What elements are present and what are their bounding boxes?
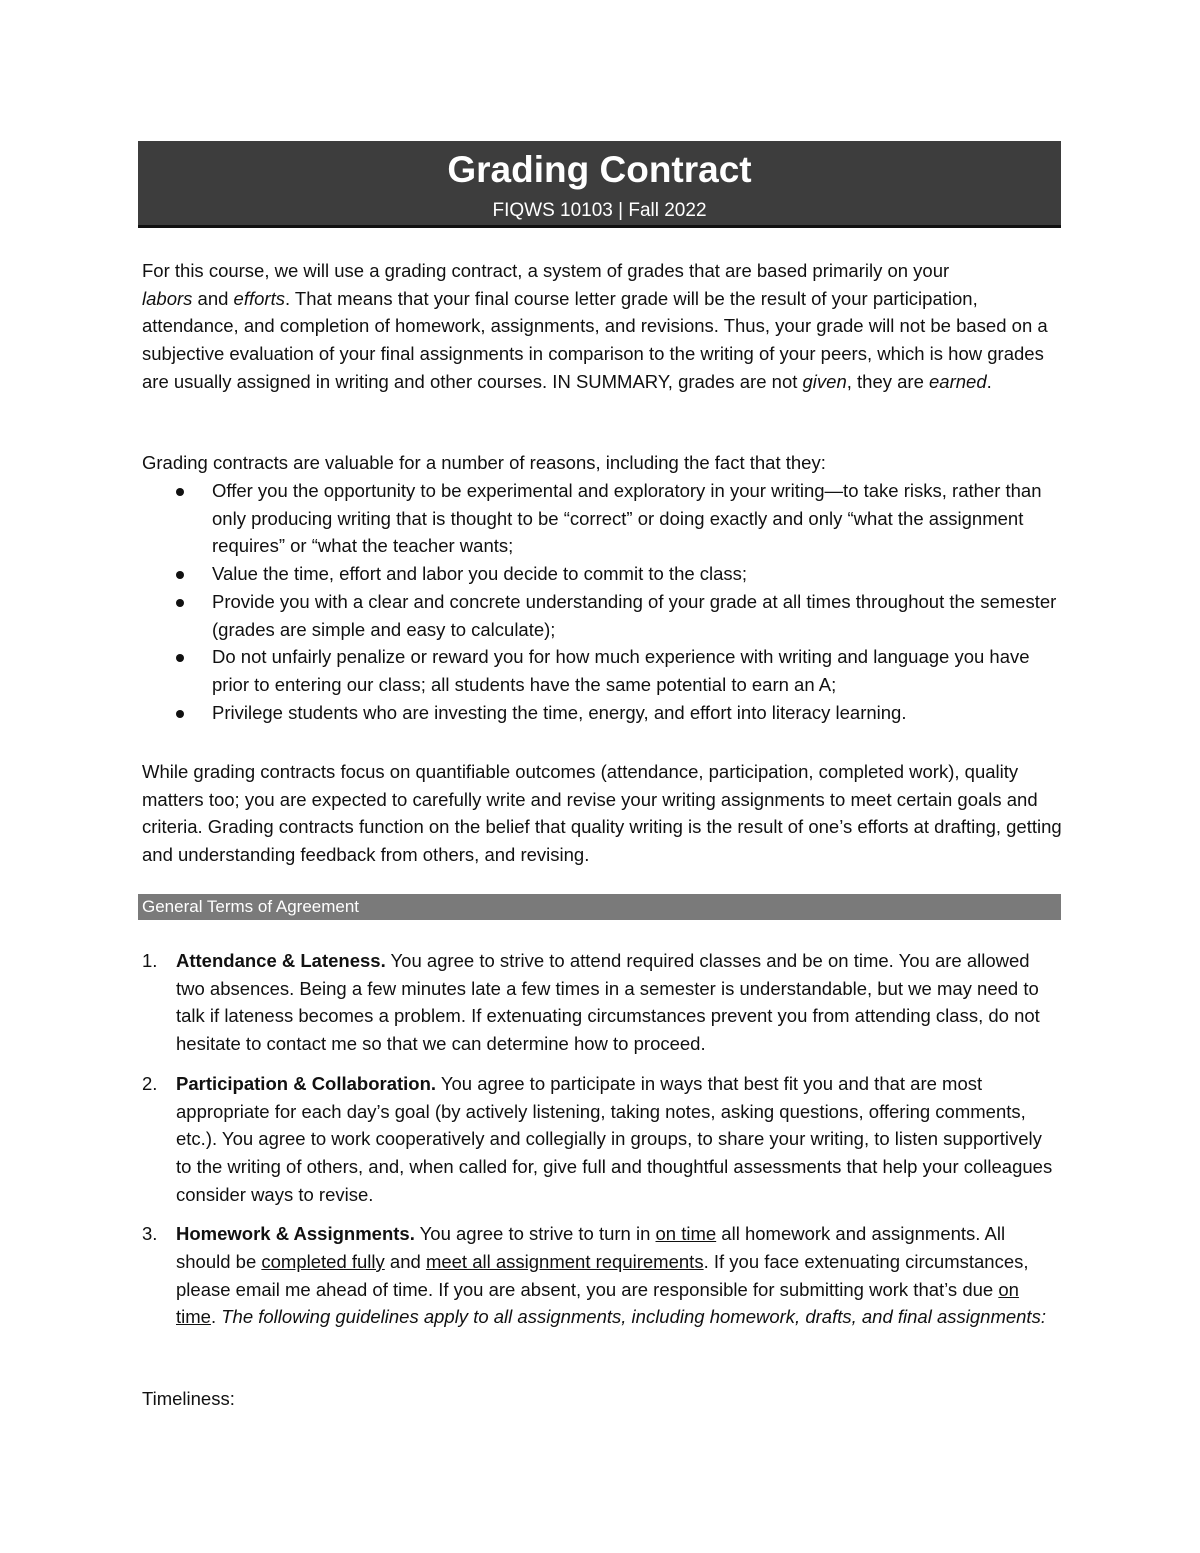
- reasons-list: [142, 477, 1062, 726]
- intro-text-2: . That means that your final course letter grade will be the result of your participation, attendance, and completion of homework, assignments, and revisions. Thus, your grade will not be based on a subjective evaluation of your final assignments in comparison to the writing of your peers, which is how grades are usually assigned in writing and other courses. IN SUMMARY, grades are not: [142, 287, 1048, 392]
- underlined-text: meet all assignment requirements: [425, 1251, 704, 1273]
- section-heading: General Terms of Agreement: [138, 894, 1061, 920]
- reasons-intro: Grading contracts are valuable for a number of reasons, including the fact that they:: [142, 452, 826, 473]
- term-title: Attendance & Lateness.: [176, 950, 386, 971]
- term-item: [142, 947, 1062, 1058]
- bullet-icon: [176, 710, 184, 718]
- list-item-text: Value the time, effort and labor you decide to commit to the class;: [212, 563, 748, 585]
- page-title: Grading Contract: [447, 149, 752, 190]
- list-item: [142, 699, 1062, 727]
- underlined-text: on time: [655, 1223, 717, 1245]
- list-item: [142, 560, 1062, 588]
- term-text: .: [210, 1306, 222, 1328]
- header-banner: [138, 141, 1061, 228]
- intro-text-1: For this course, we will use a grading contract, a system of grades that are based primarily on your: [142, 260, 950, 281]
- term-text: and: [384, 1251, 426, 1273]
- timeliness-label: Timeliness:: [142, 1388, 235, 1409]
- intro-text-4: .: [986, 370, 992, 392]
- intro-given: given: [802, 370, 847, 392]
- term-text: You agree to strive to attend required classes and be on time. You are allowed two absences. Being a few minutes late a few times in a semester is understandable, but we may need to talk if lateness becomes a problem. If extenuating circumstances prevent you from attending class, do not hesitate to contact me so that we can determine how to proceed.: [176, 950, 1040, 1055]
- term-text: . If you face extenuating circumstances, please email me ahead of time. If you are absent, you are responsible for submitting work that’s due: [176, 1251, 1029, 1300]
- term-item: [142, 1220, 1062, 1331]
- intro-paragraph: [142, 257, 1062, 396]
- term-number: 1.: [142, 950, 158, 971]
- term-text: all homework and assignments. All should be: [176, 1223, 1006, 1273]
- list-item-text: Offer you the opportunity to be experimental and exploratory in your writing—to take risks, rather than only producing writing that is thought to be “correct” or doing exactly and only “what the assignment requires” or “what the teacher wants;: [212, 480, 1042, 557]
- term-item: [142, 1070, 1062, 1209]
- term-text: You agree to strive to turn in: [414, 1223, 656, 1245]
- quality-paragraph: While grading contracts focus on quantifiable outcomes (attendance, participation, completed work), quality matters too; you are expected to carefully write and revise your writing assignments to meet certain goals and criteria. Grading contracts function on the belief that quality writing is the result of one’s efforts at drafting, getting and understanding feedback from others, and revising.: [142, 761, 1062, 866]
- intro-labors: labors: [142, 287, 193, 309]
- term-number: 2.: [142, 1072, 158, 1094]
- course-subtitle: FIQWS 10103 | Fall 2022: [492, 200, 707, 221]
- term-title: Homework & Assignments.: [176, 1223, 415, 1245]
- intro-earned: earned: [929, 370, 987, 392]
- list-item-text: Provide you with a clear and concrete understanding of your grade at all times throughout the semester (grades are simple and easy to calculate);: [212, 590, 1057, 640]
- list-item: [142, 588, 1062, 643]
- underlined-text: on time: [176, 1278, 1019, 1328]
- term-text: You agree to participate in ways that best fit you and that are most appropriate for each day’s goal (by actively listening, taking notes, asking questions, offering comments, etc.). You agree to work cooperatively and collegially in groups, to share your writing, to listen supportively to the writing of others, and, when called for, give full and thoughtful assessments that help your colleagues consider ways to revise.: [176, 1072, 1053, 1205]
- list-item-text: Do not unfairly penalize or reward you for how much experience with writing and language you have prior to entering our class; all students have the same potential to earn an A;: [212, 646, 1030, 695]
- term-title: Participation & Collaboration.: [176, 1072, 437, 1094]
- bullet-icon: [176, 571, 184, 579]
- bullet-icon: [176, 488, 184, 496]
- terms-list: [142, 947, 1062, 1343]
- list-item: [142, 477, 1062, 560]
- term-number: 3.: [142, 1223, 158, 1245]
- bullet-icon: [176, 599, 184, 607]
- italic-note: The following guidelines apply to all assignments, including homework, drafts, and final assignments:: [221, 1306, 1046, 1328]
- bullet-icon: [176, 654, 184, 662]
- intro-text-3: , they are: [846, 370, 930, 392]
- list-item: [142, 643, 1062, 698]
- intro-and: and: [192, 287, 234, 309]
- list-item-text: Privilege students who are investing the time, energy, and effort into literacy learning.: [212, 701, 907, 723]
- underlined-text: completed fully: [261, 1251, 385, 1273]
- intro-efforts: efforts: [233, 287, 285, 309]
